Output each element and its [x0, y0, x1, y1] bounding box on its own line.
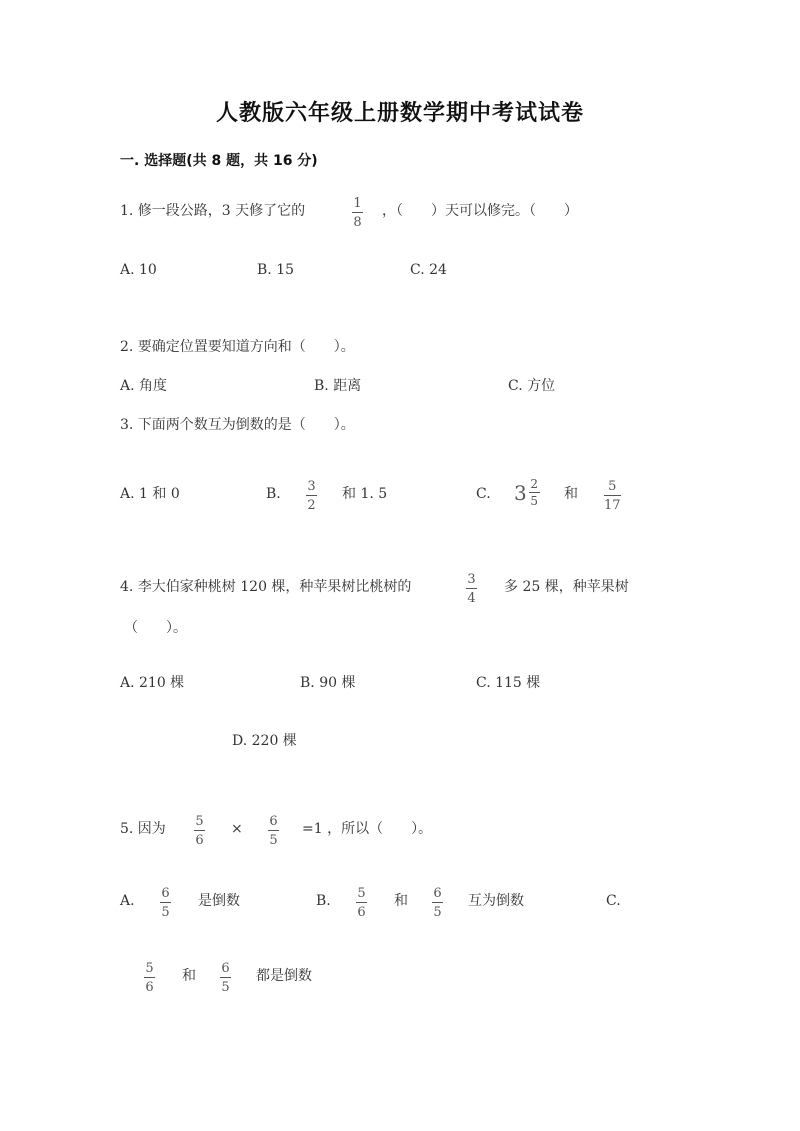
frac-den: 6	[195, 833, 204, 848]
frac-den: 5	[269, 833, 278, 848]
q3-text: 3. 下面两个数互为倒数的是（ ）。	[120, 417, 355, 433]
q5-option-c-fraction-2	[220, 961, 231, 995]
frac-den: 5	[433, 905, 442, 920]
q5-option-b-tail: 互为倒数	[468, 893, 524, 909]
frac-num: 2	[530, 477, 539, 491]
q1-option-b[interactable]: B. 15	[257, 262, 295, 278]
fraction-bar	[306, 495, 317, 496]
q5-fraction-2	[268, 814, 279, 848]
mixed-fraction	[529, 478, 540, 508]
q5-fraction-1	[194, 814, 205, 848]
q5-option-c-tail: 都是倒数	[256, 968, 312, 984]
q5-option-a-tail: 是倒数	[198, 893, 240, 909]
q1-fraction	[352, 196, 363, 230]
frac-den: 4	[467, 591, 476, 606]
frac-den: 6	[357, 905, 366, 920]
q4-fraction	[466, 572, 477, 606]
q5-option-c-fraction-1	[144, 961, 155, 995]
q5-option-b-fraction-1	[356, 886, 367, 920]
q1-text-end: ，（ ）天可以修完。（ ）	[382, 203, 578, 219]
q3-option-b-label[interactable]: B.	[266, 486, 281, 502]
frac-num: 5	[608, 479, 617, 494]
frac-num: 6	[221, 961, 230, 976]
frac-den: 5	[161, 905, 170, 920]
q4-text-blank: （ ）。	[124, 620, 187, 636]
fraction-bar	[529, 492, 540, 493]
q5-option-c-label[interactable]: C.	[606, 893, 621, 909]
fraction-bar	[268, 830, 279, 831]
q5-option-b-fraction-2	[432, 886, 443, 920]
q4-option-a[interactable]: A. 210 棵	[120, 675, 185, 691]
q4-text-start: 4. 李大伯家种桃树 120 棵，种苹果树比桃树的	[120, 579, 412, 595]
q4-text-end: 多 25 棵，种苹果树	[504, 579, 629, 595]
q3-option-b-tail: 和 1. 5	[342, 486, 388, 502]
q5-option-a-label[interactable]: A.	[120, 893, 135, 909]
q1-option-c[interactable]: C. 24	[410, 262, 447, 278]
q2-option-a[interactable]: A. 角度	[120, 378, 168, 394]
q3-option-c-mid: 和	[564, 486, 578, 502]
q4-option-c[interactable]: C. 115 棵	[476, 675, 541, 691]
fraction-bar	[432, 902, 443, 903]
section-heading: 一. 选择题(共 8 题，共 16 分)	[120, 153, 318, 169]
q5-text-start: 5. 因为	[120, 821, 166, 837]
q2-option-c[interactable]: C. 方位	[508, 378, 556, 394]
q5-option-b-mid: 和	[394, 893, 408, 909]
q1-frac-den: 8	[353, 215, 362, 230]
q5-option-a-fraction	[160, 886, 171, 920]
frac-num: 5	[195, 814, 204, 829]
q3-option-c-mixed-number	[514, 478, 540, 508]
frac-num: 6	[161, 886, 170, 901]
q3-option-b-fraction	[306, 479, 317, 513]
q3-option-a[interactable]: A. 1 和 0	[120, 486, 180, 502]
fraction-bar	[604, 495, 621, 496]
q3-option-c-fraction	[604, 479, 621, 513]
q5-option-c-mid: 和	[182, 968, 196, 984]
frac-den: 5	[530, 494, 539, 508]
fraction-bar	[466, 588, 477, 589]
q2-text: 2. 要确定位置要知道方向和（ ）。	[120, 339, 355, 355]
fraction-bar	[144, 977, 155, 978]
q3-option-c-label[interactable]: C.	[476, 486, 491, 502]
frac-den: 17	[604, 498, 621, 513]
frac-den: 6	[145, 980, 154, 995]
frac-den: 2	[307, 498, 316, 513]
q4-option-b[interactable]: B. 90 棵	[300, 675, 356, 691]
frac-num: 5	[357, 886, 366, 901]
q1-text-start: 1. 修一段公路，3 天修了它的	[120, 203, 306, 219]
frac-num: 3	[467, 572, 476, 587]
q1-option-a[interactable]: A. 10	[120, 262, 157, 278]
frac-den: 5	[221, 980, 230, 995]
fraction-bar	[352, 212, 363, 213]
q1-frac-num: 1	[353, 196, 362, 211]
q5-text-end: =1 ，所以（ ）。	[302, 821, 433, 837]
page-title: 人教版六年级上册数学期中考试试卷	[215, 101, 584, 126]
frac-num: 5	[145, 961, 154, 976]
q4-option-d[interactable]: D. 220 棵	[232, 733, 297, 749]
frac-num: 6	[269, 814, 278, 829]
fraction-bar	[160, 902, 171, 903]
q2-option-b[interactable]: B. 距离	[314, 378, 362, 394]
fraction-bar	[356, 902, 367, 903]
fraction-bar	[220, 977, 231, 978]
frac-num: 6	[433, 886, 442, 901]
mixed-whole: 3	[514, 481, 527, 505]
frac-num: 3	[307, 479, 316, 494]
fraction-bar	[194, 830, 205, 831]
q5-times-sign: ×	[231, 821, 243, 837]
q5-option-b-label[interactable]: B.	[316, 893, 331, 909]
